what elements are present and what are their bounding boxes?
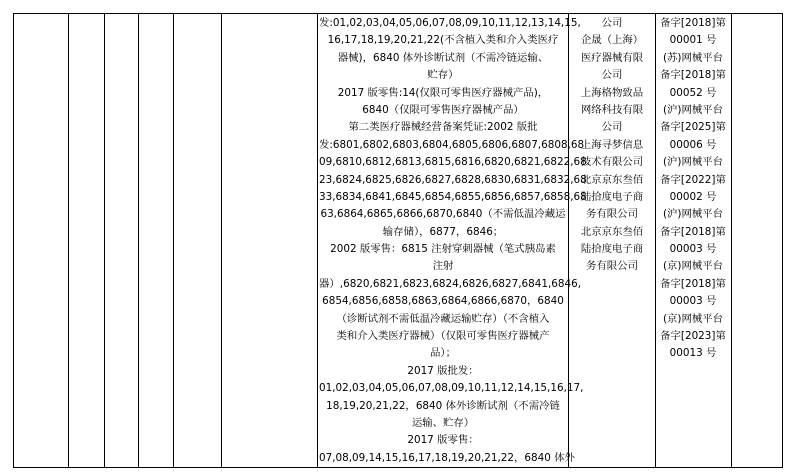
record-number-line: (苏)网械平台: [662, 51, 724, 64]
business-scope-line: 07,08,09,14,15,16,17,18,19,20,21,22，6840 体外: [319, 451, 575, 464]
column-divider: [68, 14, 69, 467]
company-name-line: 务有限公司: [586, 260, 638, 273]
record-number-line: (京)网械平台: [662, 260, 724, 273]
company-name-line: 公司: [601, 17, 623, 29]
record-number-line: 备字[2018]第: [660, 17, 726, 29]
record-number-line: 备字[2022]第: [660, 173, 726, 186]
business-scope-line: 09,6810,6812,6813,6815,6816,6820,6821,6822,68: [319, 156, 587, 169]
record-number-line: 备字[2018]第: [660, 277, 726, 290]
company-name-line: 陆拾度电子商: [580, 190, 644, 203]
company-name-line: 公司: [601, 121, 623, 134]
business-scope-line: 器）,6820,6821,6823,6824,6826,6827,6841,6846,: [319, 277, 582, 290]
platform-record-number-cell: [657, 15, 729, 363]
column-divider: [173, 14, 174, 467]
record-number-line: 备字[2018]第: [660, 69, 726, 82]
business-scope-line: 2017 版批发：: [407, 364, 479, 377]
business-scope-line: 18,19,20,21,22，6840 体外诊断试剂（不需冷链: [326, 399, 560, 412]
business-scope-line: 发:01,02,03,04,05,06,07,08,09,10,11,12,13,14,15,: [319, 17, 581, 29]
platform-company-cell: [569, 15, 655, 276]
record-number-line: 00013 号: [669, 347, 717, 360]
business-scope-line: 16,17,18,19,20,21,22(不含植入类和介入类医疗: [327, 34, 559, 47]
business-scope-line: 器械)，6840 体外诊断试剂（不需冷链运输、: [337, 51, 549, 64]
company-name-line: 医疗器械有限: [580, 51, 644, 64]
company-name-line: 企晟（上海）: [580, 34, 644, 47]
record-number-line: (沪)网械平台: [662, 156, 724, 169]
company-name-line: 网络科技有限: [580, 103, 644, 116]
business-scope-line: 23,6824,6825,6826,6827,6828,6830,6831,6832,68: [319, 173, 587, 186]
business-scope-line: 6840（仅限可零售医疗器械产品）: [362, 103, 524, 116]
column-divider: [655, 14, 656, 467]
business-scope-line: （诊断试剂不需低温冷藏运输贮存）（不含植入: [336, 312, 550, 325]
company-name-line: 公司: [601, 69, 623, 82]
column-divider: [221, 14, 222, 467]
column-divider: [317, 14, 318, 467]
business-scope-line: 注射: [432, 260, 454, 273]
column-divider: [104, 14, 105, 467]
record-number-line: 00006 号: [669, 138, 717, 151]
business-scope-line: 品）；: [430, 347, 456, 360]
company-name-line: 北京京东叁佰: [580, 225, 644, 238]
business-scope-line: 2002 版零售：6815 注射穿刺器械（笔式胰岛素: [330, 243, 556, 256]
business-scope-line: 2017 版零售:14(仅限可零售医疗器械产品)，: [337, 86, 549, 99]
business-scope-line: 01,02,03,04,05,06,07,08,09,10,11,12,14,15,16,17,: [319, 382, 584, 395]
record-number-line: 00002 号: [669, 190, 717, 203]
company-name-line: 上海寻梦信息: [580, 138, 644, 151]
record-number-line: 备字[2023]第: [660, 330, 726, 343]
record-number-line: 00003 号: [669, 295, 717, 308]
record-number-line: 备字[2025]第: [660, 121, 726, 134]
record-number-line: 00052 号: [669, 86, 717, 99]
business-scope-line: 类和介入类医疗器械）（仅限可零售医疗器械产: [336, 330, 550, 343]
company-name-line: 陆拾度电子商: [580, 243, 644, 256]
record-table: [13, 13, 783, 468]
business-scope-line: 2017 版零售：: [407, 434, 479, 447]
record-number-line: (沪)网械平台: [662, 103, 724, 116]
column-divider: [138, 14, 139, 467]
company-name-line: 北京京东叁佰: [580, 173, 644, 186]
business-scope-line: 33,6834,6841,6845,6854,6855,6856,6857,6858,68: [319, 190, 587, 203]
business-scope-line: 6854,6856,6858,6863,6864,6866,6870，6840: [322, 295, 564, 308]
business-scope-line: 运输、贮存）: [411, 416, 475, 429]
company-name-line: 上海格物致品: [580, 86, 644, 99]
record-number-line: 备字[2018]第: [660, 225, 726, 238]
business-scope-line: 贮存）: [427, 69, 459, 82]
business-scope-cell: [319, 15, 587, 467]
business-scope-line: 输存储），6877，6846；: [382, 225, 504, 238]
company-name-line: 技术有限公司: [580, 156, 644, 169]
record-number-line: (沪)网械平台: [662, 208, 724, 221]
business-scope-line: 63,6864,6865,6866,6870,6840（不需低温冷藏运: [320, 208, 566, 221]
company-name-line: 务有限公司: [586, 208, 638, 221]
business-scope-line: 发:6801,6802,6803,6804,6805,6806,6807,6808,68: [319, 138, 585, 151]
business-scope-line: 第二类医疗器械经营备案凭证:2002 版批: [348, 121, 538, 134]
record-number-line: 00001 号: [669, 34, 717, 47]
record-number-line: 00003 号: [669, 243, 717, 256]
column-divider: [731, 14, 732, 467]
record-number-line: (京)网械平台: [662, 312, 724, 325]
